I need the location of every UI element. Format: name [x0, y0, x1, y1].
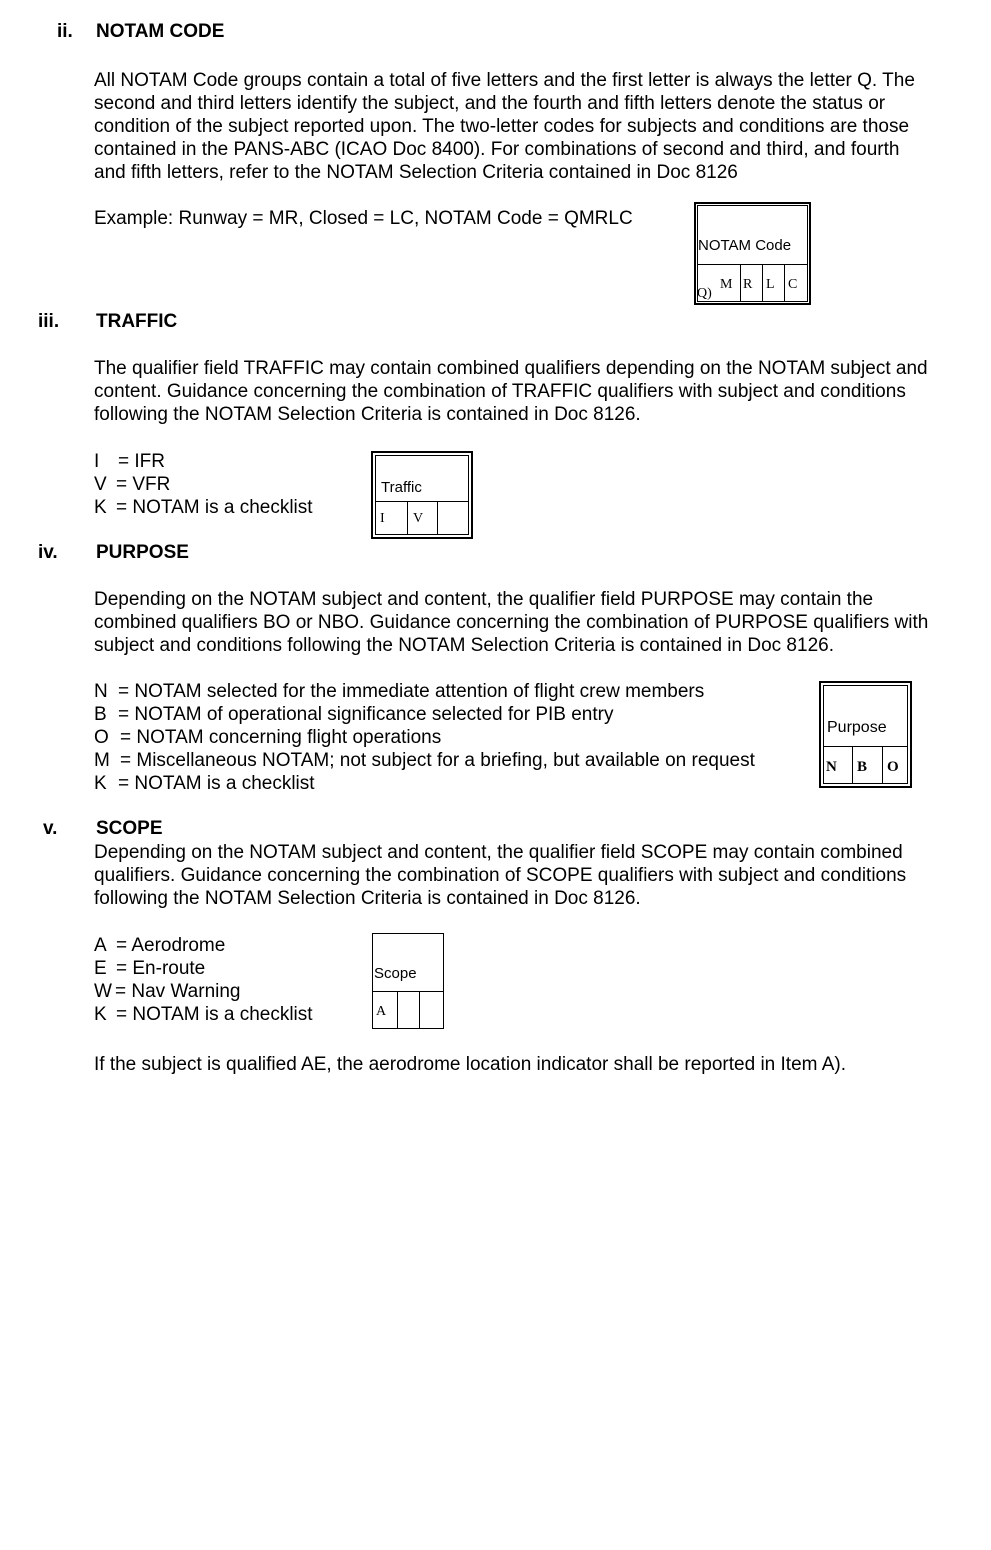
list-item [94, 957, 313, 980]
paragraph-line: and fifth letters, refer to the NOTAM Selection Criteria contained in Doc 8126 [94, 162, 738, 183]
traffic-divider [375, 501, 469, 502]
paragraph-line: condition of the subject reported upon. The two-letter codes for subjects and conditions are those [94, 116, 910, 137]
notam-code-example [94, 207, 633, 230]
notam-code-box [694, 202, 811, 305]
traffic-box [371, 451, 473, 539]
scope-footer-note [94, 1053, 846, 1076]
paragraph-line: Depending on the NOTAM subject and content, the qualifier field SCOPE may contain combined [94, 842, 903, 863]
paragraph-line: following the NOTAM Selection Criteria is contained in Doc 8126. [94, 888, 641, 909]
paragraph-line: All NOTAM Code groups contain a total of five letters and the first letter is always the letter Q. The [94, 70, 915, 91]
qualifier-text: = Aerodrome [116, 935, 226, 956]
purpose-cell: B [857, 759, 868, 775]
qualifier-key: O [94, 727, 109, 748]
qualifier-key: N [94, 681, 108, 702]
paragraph-line: subject and conditions following the NOTAM Selection Criteria is contained in Doc 8126. [94, 635, 834, 656]
section-heading-traffic: TRAFFIC [96, 311, 178, 332]
traffic-box-label: Traffic [381, 479, 422, 496]
qualifier-key: K [94, 497, 107, 518]
cell-divider [762, 264, 763, 302]
list-item [94, 473, 313, 496]
traffic-cell: V [413, 511, 424, 526]
qualifier-key: B [94, 704, 107, 725]
section-heading-purpose: PURPOSE [96, 542, 189, 563]
qualifier-key: K [94, 773, 107, 794]
section-number: iv. [38, 542, 58, 563]
notam-code-cell: R [743, 277, 753, 292]
traffic-qualifier-list [94, 450, 313, 519]
qualifier-text: = NOTAM is a checklist [118, 773, 315, 794]
qualifier-text: = NOTAM is a checklist [116, 1004, 313, 1025]
purpose-box [819, 681, 912, 788]
cell-divider [397, 991, 398, 1028]
notam-code-paragraph [94, 69, 915, 184]
qualifier-text: = NOTAM of operational significance selected for PIB entry [118, 704, 614, 725]
section-number: ii. [57, 21, 73, 42]
cell-divider [407, 501, 408, 535]
list-item [94, 1003, 313, 1026]
list-item [94, 749, 755, 772]
qualifier-key: V [94, 474, 107, 495]
paragraph-line: qualifiers. Guidance concerning the combination of SCOPE qualifiers with subject and conditions [94, 865, 907, 886]
paragraph-line: second and third letters identify the subject, and the fourth and fifth letters denote the status or [94, 93, 886, 114]
scope-box-label: Scope [374, 965, 417, 982]
paragraph-line: content. Guidance concerning the combination of TRAFFIC qualifiers with subject and conditions [94, 381, 906, 402]
notam-code-divider [697, 264, 808, 265]
qualifier-key: A [94, 935, 107, 956]
traffic-paragraph [94, 357, 928, 426]
cell-divider [419, 991, 420, 1028]
list-item [94, 980, 313, 1003]
list-item [94, 934, 313, 957]
purpose-paragraph [94, 588, 928, 657]
qualifier-text: = IFR [118, 451, 165, 472]
purpose-box-label: Purpose [827, 719, 887, 736]
notam-code-cell: L [766, 277, 775, 292]
list-item [94, 772, 755, 795]
qualifier-key: K [94, 1004, 107, 1025]
purpose-cell: O [887, 759, 899, 775]
qualifier-text: = En-route [116, 958, 206, 979]
qualifier-key: M [94, 750, 110, 771]
paragraph-line: combined qualifiers BO or NBO. Guidance concerning the combination of PURPOSE qualifiers with [94, 612, 929, 633]
cell-divider [740, 264, 741, 302]
section-number: v. [43, 818, 58, 839]
paragraph-line: The qualifier field TRAFFIC may contain combined qualifiers depending on the NOTAM subject and [94, 358, 928, 379]
example-text: Example: Runway = MR, Closed = LC, NOTAM Code = QMRLC [94, 208, 633, 229]
purpose-cell: N [826, 759, 837, 775]
paragraph-line: contained in the PANS-ABC (ICAO Doc 8400). For combinations of second and third, and fourth [94, 139, 900, 160]
qualifier-text: = Nav Warning [115, 981, 241, 1002]
qualifier-key: I [94, 451, 100, 472]
paragraph-line: following the NOTAM Selection Criteria is contained in Doc 8126. [94, 404, 641, 425]
qualifier-text: = NOTAM is a checklist [116, 497, 313, 518]
traffic-cell: I [380, 511, 385, 526]
qualifier-key: W [94, 981, 112, 1002]
list-item [94, 680, 755, 703]
cell-divider [437, 501, 438, 535]
notam-code-cell: M [720, 277, 733, 292]
purpose-qualifier-list [94, 680, 755, 795]
scope-paragraph [94, 841, 906, 910]
cell-divider [784, 264, 785, 302]
qualifier-text: = NOTAM concerning flight operations [120, 727, 442, 748]
section-heading-scope: SCOPE [96, 818, 163, 839]
qualifier-key: E [94, 958, 107, 979]
section-number: iii. [38, 311, 60, 332]
qualifier-text: = VFR [116, 474, 171, 495]
footer-text: If the subject is qualified AE, the aerodrome location indicator shall be reported in Item A). [94, 1054, 846, 1075]
section-heading-notam-code: NOTAM CODE [96, 21, 225, 42]
notam-code-cell: C [788, 277, 798, 292]
notam-code-box-label: NOTAM Code [698, 237, 792, 254]
qualifier-text: = Miscellaneous NOTAM; not subject for a briefing, but available on request [120, 750, 755, 771]
paragraph-line: Depending on the NOTAM subject and content, the qualifier field PURPOSE may contain the [94, 589, 874, 610]
list-item [94, 726, 755, 749]
cell-divider [852, 746, 853, 784]
list-item [94, 496, 313, 519]
scope-cell: A [376, 1004, 387, 1019]
scope-divider [373, 991, 443, 992]
list-item [94, 450, 313, 473]
purpose-divider [823, 746, 908, 747]
notam-code-prefix: Q) [697, 286, 712, 301]
list-item [94, 703, 755, 726]
qualifier-text: = NOTAM selected for the immediate attention of flight crew members [118, 681, 705, 702]
scope-box [372, 933, 444, 1029]
cell-divider [882, 746, 883, 784]
scope-qualifier-list [94, 934, 313, 1026]
